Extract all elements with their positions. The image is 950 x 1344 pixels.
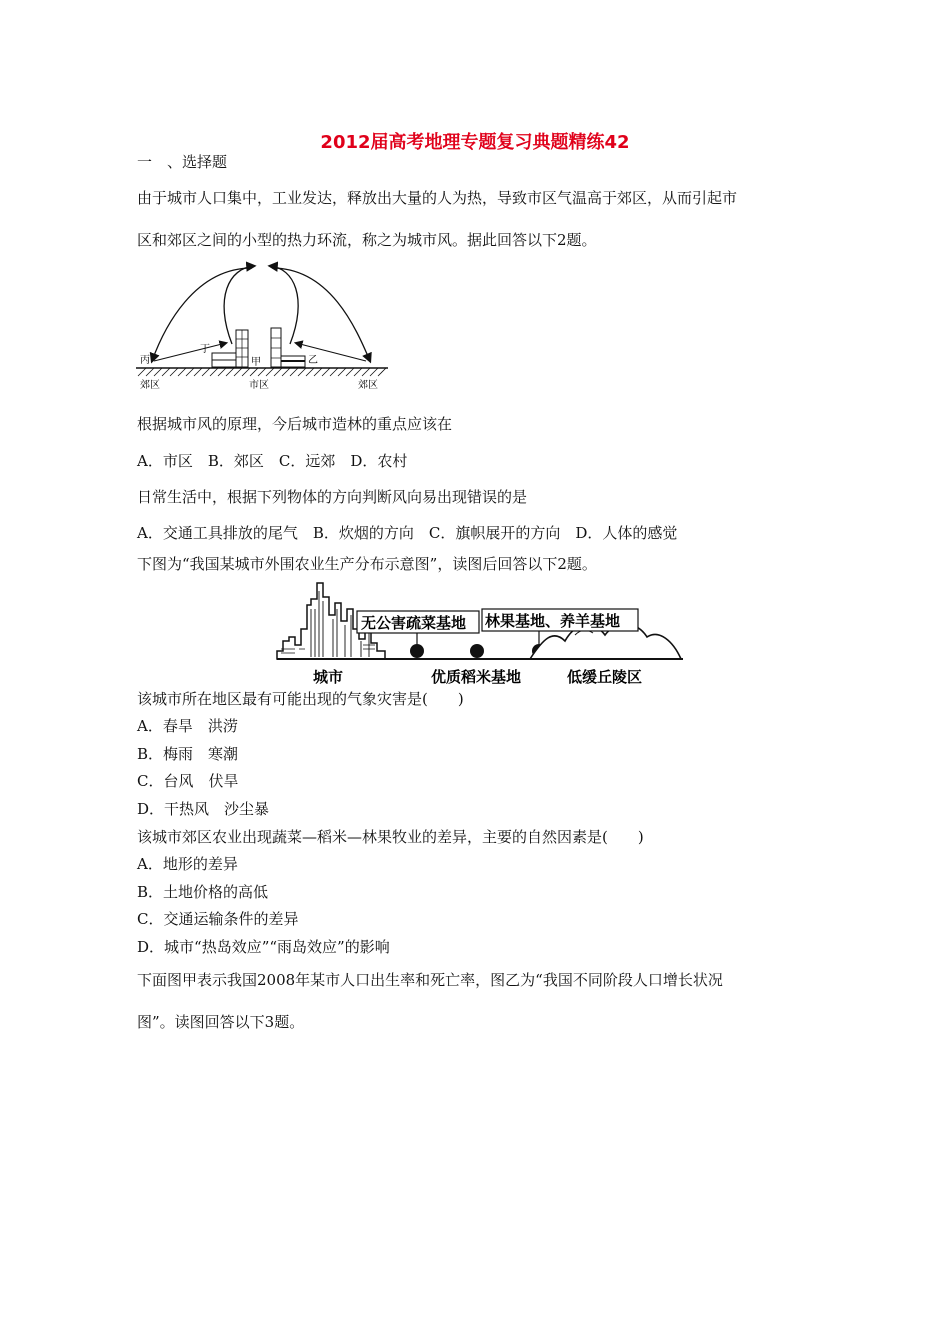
question-1-options: A．市区 B．郊区 C．远郊 D．农村 — [137, 452, 408, 470]
label-orchard-sheep-base: 林果基地、养羊基地 — [485, 612, 621, 630]
question-1-stem: 根据城市风的原理，今后城市造林的重点应该在 — [137, 415, 453, 433]
question-4-option-d: D．城市“热岛效应”“雨岛效应”的影响 — [137, 938, 390, 956]
intro-paragraph-2: 下图为“我国某城市外围农业生产分布示意图”，读图后回答以下2题。 — [137, 555, 597, 573]
city-wind-diagram — [134, 258, 390, 396]
label-yi: 乙 — [308, 355, 318, 366]
label-vegetable-base: 无公害疏菜基地 — [361, 614, 467, 632]
agriculture-distribution-diagram — [275, 579, 685, 689]
question-3-stem: 该城市所在地区最有可能出现的气象灾害是( ) — [137, 690, 464, 708]
question-3-option-a: A．春旱 洪涝 — [137, 717, 238, 735]
intro-paragraph-3-line: 下面图甲表示我国2008年某市人口出生率和死亡率，图乙为“我国不同阶段人口增长状况 — [137, 971, 723, 989]
intro-paragraph-3-line: 图”。读图回答以下3题。 — [137, 1013, 305, 1031]
question-4-option-c: C．交通运输条件的差异 — [137, 910, 299, 928]
intro-paragraph-line: 区和郊区之间的小型的热力环流，称之为城市风。据此回答以下2题。 — [137, 231, 597, 249]
section-heading: 一 、选择题 — [137, 153, 228, 171]
label-hills: 低缓丘陵区 — [567, 668, 643, 686]
label-rice-base: 优质稻米基地 — [431, 668, 522, 686]
label-city: 城市 — [313, 668, 344, 686]
label-suburb-right: 郊区 — [358, 380, 378, 391]
label-bing: 丙 — [140, 355, 150, 366]
page-title: 2012届高考地理专题复习典题精练42 — [320, 132, 630, 153]
label-city: 市区 — [249, 380, 269, 391]
question-3-option-d: D．干热风 沙尘暴 — [137, 800, 270, 818]
label-jia: 甲 — [251, 357, 261, 368]
label-ding: 丁 — [200, 344, 210, 355]
question-2-options: A．交通工具排放的尾气 B．炊烟的方向 C．旗帜展开的方向 D．人体的感觉 — [137, 524, 678, 542]
question-4-option-a: A．地形的差异 — [137, 855, 238, 873]
question-2-stem: 日常生活中，根据下列物体的方向判断风向易出现错误的是 — [137, 488, 528, 506]
question-3-option-b: B．梅雨 寒潮 — [137, 745, 239, 763]
question-3-option-c: C．台风 伏旱 — [137, 772, 239, 790]
question-4-option-b: B．土地价格的高低 — [137, 883, 269, 901]
label-suburb-left: 郊区 — [140, 380, 160, 391]
question-4-stem: 该城市郊区农业出现蔬菜—稻米—林果牧业的差异，主要的自然因素是( ) — [137, 828, 644, 846]
intro-paragraph-line: 由于城市人口集中，工业发达，释放出大量的人为热，导致市区气温高于郊区，从而引起市 — [137, 189, 738, 207]
